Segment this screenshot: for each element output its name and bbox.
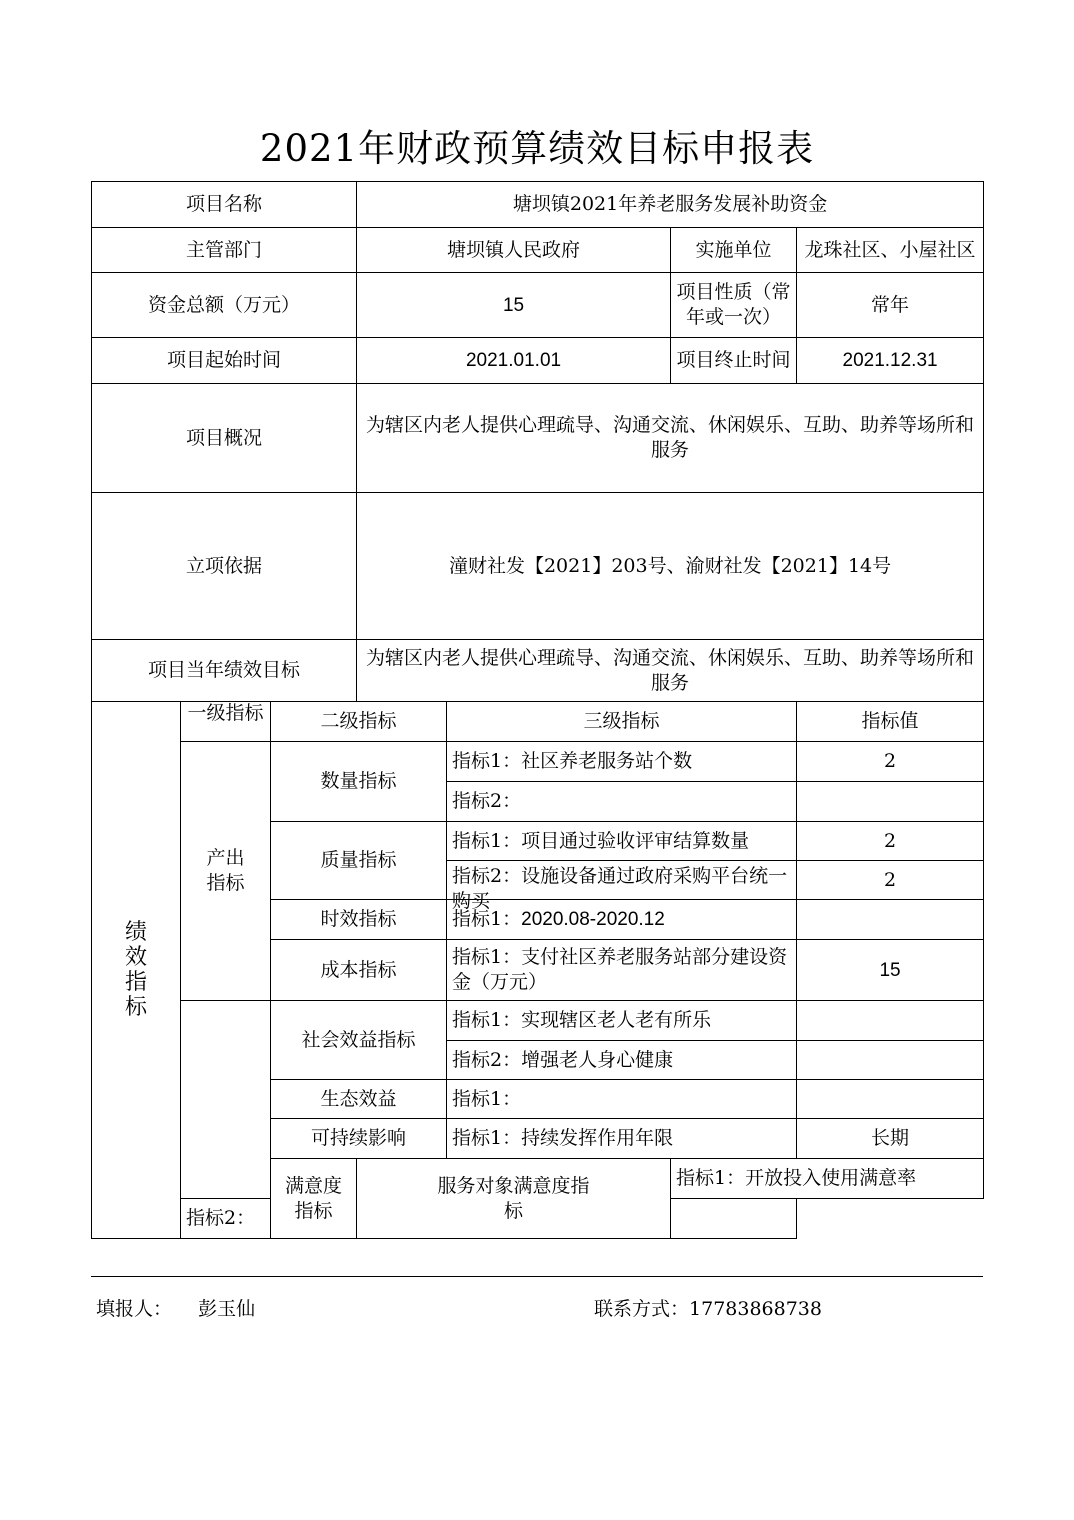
group-output: 产出指标 (181, 742, 271, 1001)
level2-cost: 成本指标 (271, 940, 447, 1001)
basis-value: 潼财社发【2021】203号、渝财社发【2021】14号 (357, 493, 984, 640)
overview-label: 项目概况 (92, 384, 357, 493)
indicator-value: 15 (797, 940, 984, 1001)
level2-ecology: 生态效益 (271, 1080, 447, 1119)
funds-label: 资金总额（万元） (92, 273, 357, 338)
contact-value: 17783868738 (689, 1298, 822, 1320)
indicator-text: 指标1：2020.08-2020.12 (447, 900, 797, 940)
indicator-value (797, 1080, 984, 1119)
header-level1: 一级指标 (181, 702, 271, 742)
indicator-text: 指标1：项目通过验收评审结算数量 (447, 822, 797, 861)
nature-label: 项目性质（常年或一次） (671, 273, 797, 338)
end-value: 2021.12.31 (797, 338, 984, 384)
footer-divider (91, 1276, 983, 1277)
indicator-text: 指标2：设施设备通过政府采购平台统一购买 (447, 861, 797, 900)
header-value: 指标值 (797, 702, 984, 742)
level2-quality: 质量指标 (271, 822, 447, 900)
start-value: 2021.01.01 (357, 338, 671, 384)
group-satisfaction: 满意度指标 (271, 1159, 357, 1239)
indicator-value: 2 (797, 742, 984, 782)
header-level2: 二级指标 (271, 702, 447, 742)
dept-value: 塘坝镇人民政府 (357, 228, 671, 273)
indicator-text: 指标1：持续发挥作用年限 (447, 1119, 797, 1159)
perf-section-label: 绩效指标 (92, 702, 181, 1239)
indicator-value (797, 900, 984, 940)
indicator-value (797, 782, 984, 822)
unit-value: 龙珠社区、小屋社区 (797, 228, 984, 273)
page-title: 2021年财政预算绩效目标申报表 (259, 127, 815, 170)
unit-label: 实施单位 (671, 228, 797, 273)
contact-label: 联系方式： (594, 1298, 690, 1320)
row-goal (92, 640, 984, 702)
budget-form-table (91, 181, 984, 1239)
nature-value: 常年 (797, 273, 984, 338)
end-label: 项目终止时间 (671, 338, 797, 384)
indicator-text: 指标1：实现辖区老人老有所乐 (447, 1001, 797, 1041)
goal-label: 项目当年绩效目标 (92, 640, 357, 702)
header-level3: 三级指标 (447, 702, 797, 742)
project-name-label: 项目名称 (92, 182, 357, 228)
indicator-text: 指标2： (181, 1199, 357, 1239)
funds-value: 15 (357, 273, 671, 338)
perf-header-row (92, 702, 984, 742)
start-label: 项目起始时间 (92, 338, 357, 384)
group-benefit-blank (181, 1001, 271, 1199)
row-department (92, 228, 984, 273)
contact (594, 1294, 822, 1321)
indicator-value: 2 (797, 861, 984, 900)
row-project-name (92, 182, 984, 228)
indicator-text: 指标1： (447, 1080, 797, 1119)
level2-service-satisfaction: 服务对象满意度指标 (357, 1159, 671, 1239)
indicator-value (797, 1001, 984, 1041)
indicator-value: 2 (797, 822, 984, 861)
indicator-value (671, 1199, 797, 1239)
indicator-value: 长期 (797, 1119, 984, 1159)
row-overview (92, 384, 984, 493)
row-basis (92, 493, 984, 640)
basis-label: 立项依据 (92, 493, 357, 640)
indicator-text: 指标2：增强老人身心健康 (447, 1041, 797, 1080)
level2-social: 社会效益指标 (271, 1001, 447, 1080)
row-funds (92, 273, 984, 338)
indicator-text: 指标1：开放投入使用满意率 (671, 1159, 984, 1199)
overview-value: 为辖区内老人提供心理疏导、沟通交流、休闲娱乐、互助、助养等场所和服务 (357, 384, 984, 493)
indicator-text: 指标1：社区养老服务站个数 (447, 742, 797, 782)
reporter-label: 填报人： (96, 1298, 173, 1320)
table-row (92, 1001, 984, 1041)
reporter-name: 彭玉仙 (198, 1298, 256, 1320)
dept-label: 主管部门 (92, 228, 357, 273)
indicator-text: 指标2： (447, 782, 797, 822)
project-name-value: 塘坝镇2021年养老服务发展补助资金 (357, 182, 984, 228)
table-row (92, 742, 984, 782)
level2-quantity: 数量指标 (271, 742, 447, 822)
indicator-value (797, 1041, 984, 1080)
reporter (96, 1294, 255, 1321)
row-dates (92, 338, 984, 384)
indicator-text: 指标1：支付社区养老服务站部分建设资金（万元） (447, 940, 797, 1001)
goal-value: 为辖区内老人提供心理疏导、沟通交流、休闲娱乐、互助、助养等场所和服务 (357, 640, 984, 702)
level2-timeliness: 时效指标 (271, 900, 447, 940)
level2-sustain: 可持续影响 (271, 1119, 447, 1159)
